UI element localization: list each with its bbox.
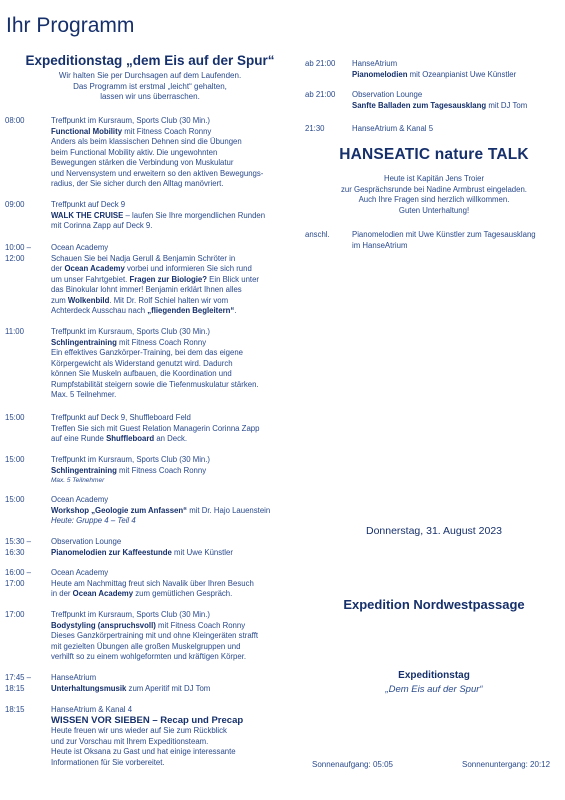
entry-location: HanseAtrium & Kanal 5 <box>352 124 434 133</box>
day-headline: Expeditionstag „dem Eis auf der Spur“ <box>25 53 275 68</box>
entry-location: Treffpunkt auf Deck 9 <box>51 200 126 209</box>
entry-note: Max. 5 Teilnehmer <box>51 477 105 484</box>
entry-time: 10:00 – 12:00 <box>5 243 32 263</box>
entry-description: Ein effektives Ganzkörper-Training, bei dem das eigene Körpergewicht als Widerstand genutzt wird. Dadurch können Sie Muskeln aufbauen, die Koordination und Rumpfstabilität steigern sowie die Tiefenmuskulatur stärken. Max. 5 Teilnehmer. <box>51 348 259 399</box>
entry-title: Pianomelodien zur Kaffeestunde <box>51 547 172 557</box>
entry-time: 16:00 – 17:00 <box>5 568 32 588</box>
entry-location: Treffpunkt auf Deck 9, Shuffleboard Feld <box>51 413 191 422</box>
entry-location: Ocean Academy <box>51 568 109 577</box>
entry-title: Bodystyling (anspruchsvoll) <box>51 620 156 630</box>
entry-location: Ocean Academy <box>51 495 109 504</box>
entry-title: Schlingentraining <box>51 465 117 475</box>
entry-time: 17:00 <box>5 610 25 619</box>
entry-description: Heute freuen wir uns wieder auf Sie zum Rückblick und zur Vorschau mit Ihrem Expeditionsteam. Heute ist Oksana zu Gast und hat einige interessante Informationen für Sie vorbereitet. <box>51 726 236 767</box>
entry-time: 18:15 <box>5 705 25 714</box>
entry-time: 15:00 <box>5 413 25 422</box>
entry-time: 21:30 <box>305 124 325 133</box>
entry-title: Workshop „Geologie zum Anfassen“ <box>51 505 188 515</box>
entry-time: ab 21:00 <box>305 59 336 68</box>
day-motto: „Dem Eis auf der Spur“ <box>385 684 483 695</box>
entry-description: mit Corinna Zapp auf Deck 9. <box>51 221 153 230</box>
sunset-time: Sonnenuntergang: 20:12 <box>462 760 551 769</box>
entry-description: Dieses Ganzkörpertraining mit und ohne Kleingeräten strafft mit gezielten Übungen alle großen Muskelgruppen und verhilft so zu einem wohlgeformten und kräftigen Körper. <box>51 631 259 661</box>
entry-location: Treffpunkt im Kursraum, Sports Club (30 Min.) <box>51 327 211 336</box>
entry-title: Pianomelodien <box>352 69 408 79</box>
entry-location: Treffpunkt im Kursraum, Sports Club (30 Min.) <box>51 610 211 619</box>
entry-location: Observation Lounge <box>352 90 423 99</box>
date-heading: Donnerstag, 31. August 2023 <box>365 525 503 537</box>
entry-location: HanseAtrium <box>51 673 97 682</box>
entry-location: Observation Lounge <box>51 537 122 546</box>
expedition-title: Expedition Nordwestpassage <box>343 597 525 612</box>
entry-location: HanseAtrium & Kanal 4 <box>51 705 133 714</box>
entry-location: Treffpunkt im Kursraum, Sports Club (30 Min.) <box>51 455 211 464</box>
entry-location: Ocean Academy <box>51 243 109 252</box>
entry-time: 15:00 <box>5 495 25 504</box>
entry-time: 15:30 – 16:30 <box>5 537 32 557</box>
entry-title: WALK THE CRUISE <box>51 210 124 220</box>
entry-time: 11:00 <box>5 327 24 336</box>
entry-title: Schlingentraining <box>51 337 117 347</box>
entry-time: 08:00 <box>5 116 25 125</box>
entry-time: ab 21:00 <box>305 90 336 99</box>
entry-title: Sanfte Balladen zum Tagesausklang <box>352 100 487 110</box>
entry-title: WISSEN VOR SIEBEN – Recap und Precap <box>51 714 244 726</box>
entry-title: Unterhaltungsmusik <box>51 683 127 693</box>
entry-location: Treffpunkt im Kursraum, Sports Club (30 Min.) <box>51 116 211 125</box>
sunrise-time: Sonnenaufgang: 05:05 <box>312 760 393 769</box>
entry-time: 17:45 – 18:15 <box>5 673 32 693</box>
entry-time: anschl. <box>305 230 330 239</box>
entry-description: Anders als beim klassischen Dehnen sind die Übungen beim Functional Mobility aktiv. Die ungewohnten Bewegungen stärken die Verbindung von Muskulatur und Nervensystem und erweitern so den aktiven Bewegungs- radius, der Sie sicher durch den Alltag manövriert. <box>51 137 264 188</box>
intro-text: Wir halten Sie per Durchsagen auf dem Laufenden. Das Programm ist erstmal „leicht“ gehalten, lassen wir uns überraschen. <box>58 71 242 101</box>
entry-title: Functional Mobility <box>51 126 123 136</box>
talk-title: HANSEATIC nature TALK <box>339 146 529 163</box>
entry-note: Heute: Gruppe 4 – Teil 4 <box>51 516 136 525</box>
talk-description: Heute ist Kapitän Jens Troier zur Gesprächsrunde bei Nadine Armbrust eingeladen. Auch Ihre Fragen sind herzlich willkommen. Guten Unterhaltung! <box>341 174 527 215</box>
page-title: Ihr Programm <box>6 14 135 37</box>
entry-time: 15:00 <box>5 455 25 464</box>
entry-location: HanseAtrium <box>352 59 398 68</box>
day-type: Expeditionstag <box>398 670 470 681</box>
entry-time: 09:00 <box>5 200 25 209</box>
